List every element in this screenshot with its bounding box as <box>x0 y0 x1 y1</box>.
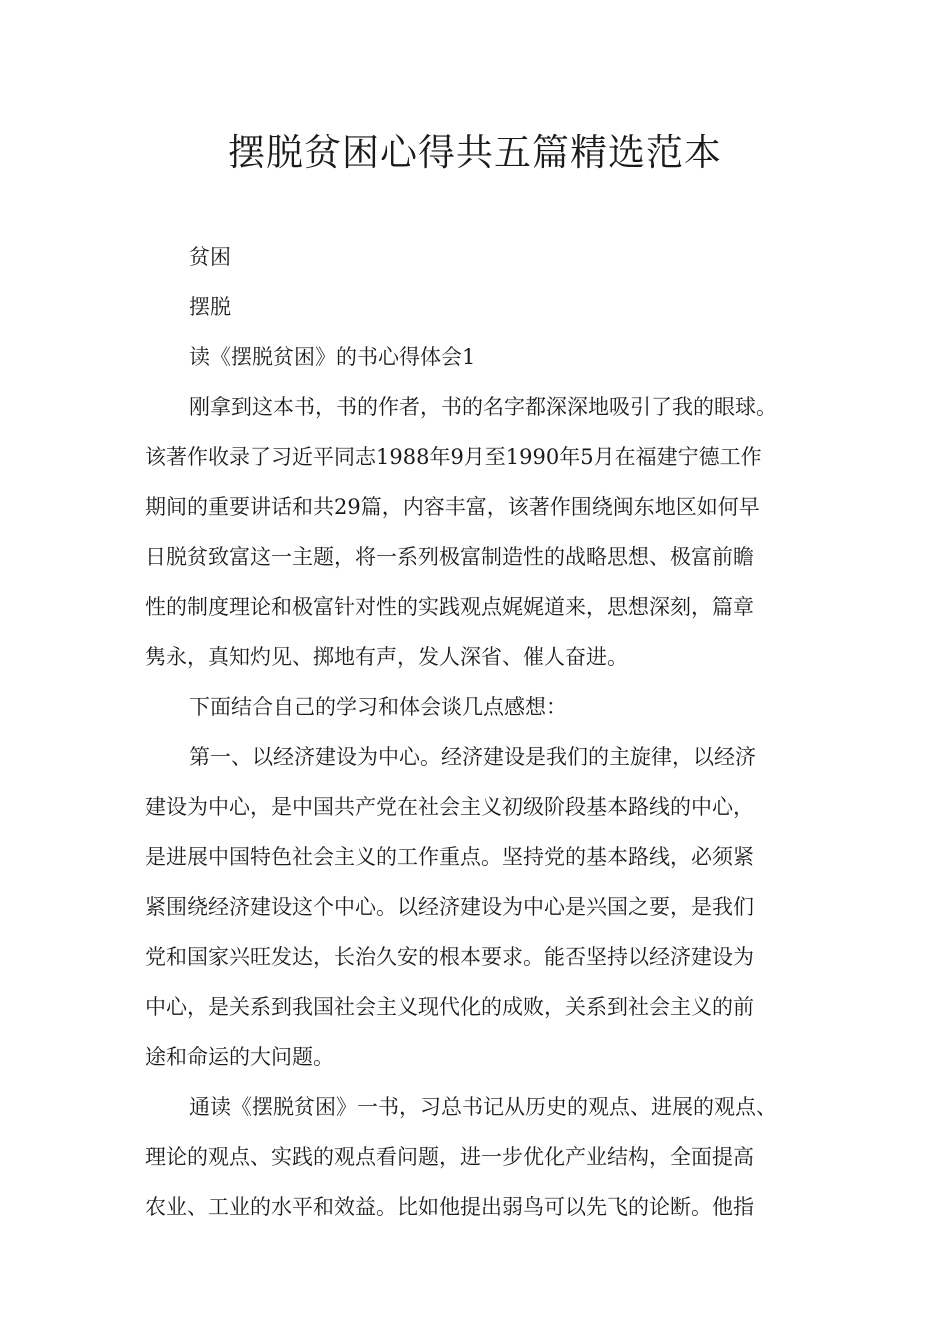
text-line: 日脱贫致富这一主题，将一系列极富制造性的战略思想、极富前瞻 <box>145 545 754 569</box>
document-body <box>145 232 825 1232</box>
text-line: 贫困 <box>189 245 231 269</box>
text-line: 理论的观点、实践的观点看问题，进一步优化产业结构，全面提高 <box>145 1145 754 1169</box>
document-title: 摆脱贫困心得共五篇精选范本 <box>228 131 722 174</box>
text-line: 读《摆脱贫困》的书心得体会1 <box>189 345 476 369</box>
text-line: 期间的重要讲话和共29篇，内容丰富，该著作围绕闽东地区如何早 <box>145 495 760 519</box>
text-line: 紧围绕经济建设这个中心。以经济建设为中心是兴国之要，是我们 <box>145 895 754 919</box>
text-line: 途和命运的大问题。 <box>145 1045 334 1069</box>
text-line: 中心，是关系到我国社会主义现代化的成败，关系到社会主义的前 <box>145 995 754 1019</box>
text-line: 农业、工业的水平和效益。比如他提出弱鸟可以先飞的论断。他指 <box>145 1195 754 1219</box>
text-line: 第一、以经济建设为中心。经济建设是我们的主旋律，以经济 <box>189 745 756 769</box>
text-line: 下面结合自己的学习和体会谈几点感想： <box>189 695 567 719</box>
text-line: 该著作收录了习近平同志1988年9月至1990年5月在福建宁德工作 <box>145 445 762 469</box>
text-line: 建设为中心，是中国共产党在社会主义初级阶段基本路线的中心， <box>145 795 754 819</box>
text-line: 性的制度理论和极富针对性的实践观点娓娓道来，思想深刻，篇章 <box>145 595 754 619</box>
text-line: 摆脱 <box>189 295 231 319</box>
text-line: 刚拿到这本书，书的作者，书的名字都深深地吸引了我的眼球。 <box>189 395 777 419</box>
text-line: 隽永，真知灼见、掷地有声，发人深省、催人奋进。 <box>145 645 628 669</box>
text-line: 通读《摆脱贫困》一书，习总书记从历史的观点、进展的观点、 <box>189 1095 777 1119</box>
text-line: 党和国家兴旺发达，长治久安的根本要求。能否坚持以经济建设为 <box>145 945 754 969</box>
text-line: 是进展中国特色社会主义的工作重点。坚持党的基本路线，必须紧 <box>145 845 754 869</box>
